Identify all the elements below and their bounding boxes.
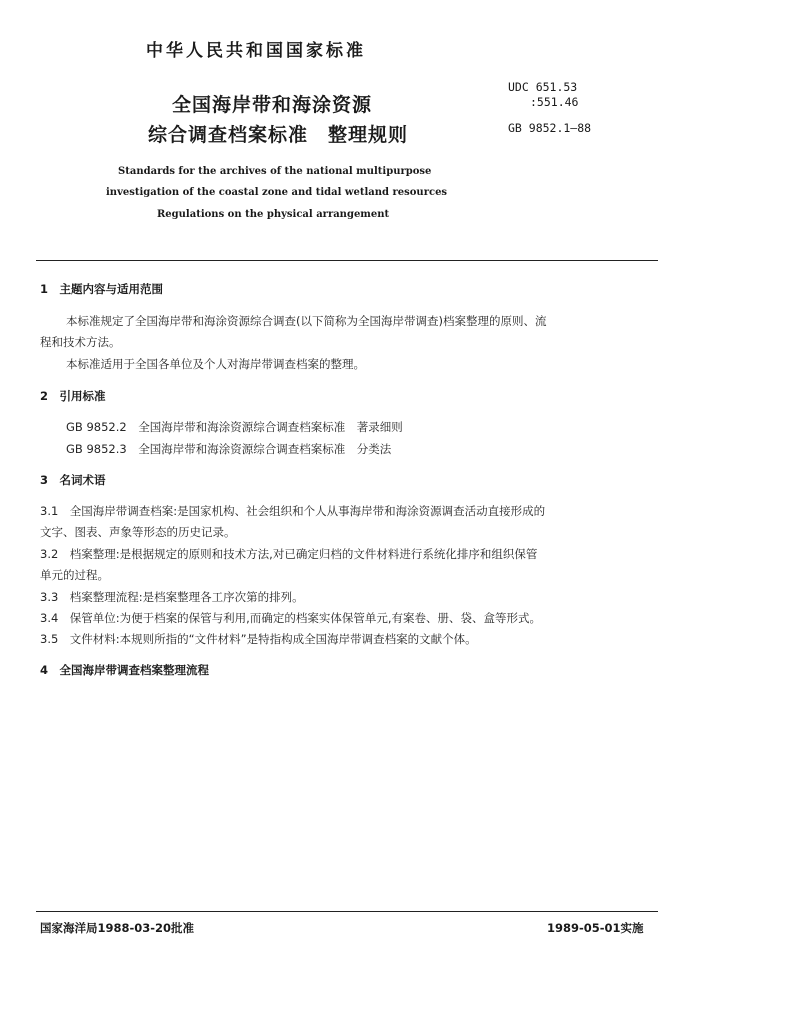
approval-date: 国家海洋局1988-03-20批准	[40, 921, 195, 935]
section-1-paragraph-1: 本标准规定了全国海岸带和海涂资源综合调查(以下简称为全国海岸带调查)档案整理的原则、流	[66, 314, 547, 328]
term-3-2-cont: 单元的过程。	[40, 568, 109, 582]
udc-code: UDC 651.53	[508, 80, 578, 94]
section-1-heading: 1 主题内容与适用范围	[40, 282, 164, 296]
reference-standard-2: GB 9852.3 全国海岸带和海涂资源综合调查档案标准 分类法	[66, 442, 392, 456]
english-title-line-1: Standards for the archives of the national multipurpose	[118, 166, 432, 177]
section-2-heading: 2 引用标准	[40, 389, 106, 403]
gb-code: GB 9852.1—88	[508, 121, 592, 135]
term-3-1-cont: 文字、图表、声象等形态的历史记录。	[40, 525, 236, 539]
term-3-1: 3.1 全国海岸带调查档案:是国家机构、社会组织和个人从事海岸带和海涂资源调查活动直接形成的	[40, 504, 546, 518]
udc-code-2: :551.46	[530, 95, 579, 109]
title-line-1: 全国海岸带和海涂资源	[172, 94, 373, 116]
section-1-paragraph-2: 本标准适用于全国各单位及个人对海岸带调查档案的整理。	[66, 357, 365, 371]
section-4-heading: 4 全国海岸带调查档案整理流程	[40, 663, 209, 677]
footer-divider	[36, 911, 658, 912]
term-3-4: 3.4 保管单位:为便于档案的保管与利用,而确定的档案实体保管单元,有案卷、册、袋、盒等形式。	[40, 611, 541, 625]
title-line-2: 综合调查档案标准 整理规则	[148, 124, 409, 146]
reference-standard-1: GB 9852.2 全国海岸带和海涂资源综合调查档案标准 著录细则	[66, 420, 403, 434]
header-divider	[36, 260, 658, 261]
issuing-authority: 中华人民共和国国家标准	[146, 41, 366, 61]
english-title-line-3: Regulations on the physical arrangement	[157, 209, 390, 220]
section-3-heading: 3 名词术语	[40, 473, 106, 487]
section-1-paragraph-1-cont: 程和技术方法。	[40, 335, 121, 349]
term-3-3: 3.3 档案整理流程:是档案整理各工序次第的排列。	[40, 590, 304, 604]
effective-date: 1989-05-01实施	[547, 921, 644, 935]
term-3-5: 3.5 文件材料:本规则所指的“文件材料”是特指构成全国海岸带调查档案的文献个体。	[40, 632, 477, 646]
term-3-2: 3.2 档案整理:是根据规定的原则和技术方法,对已确定归档的文件材料进行系统化排序和组织保管	[40, 547, 538, 561]
english-title-line-2: investigation of the coastal zone and tidal wetland resources	[106, 187, 448, 198]
